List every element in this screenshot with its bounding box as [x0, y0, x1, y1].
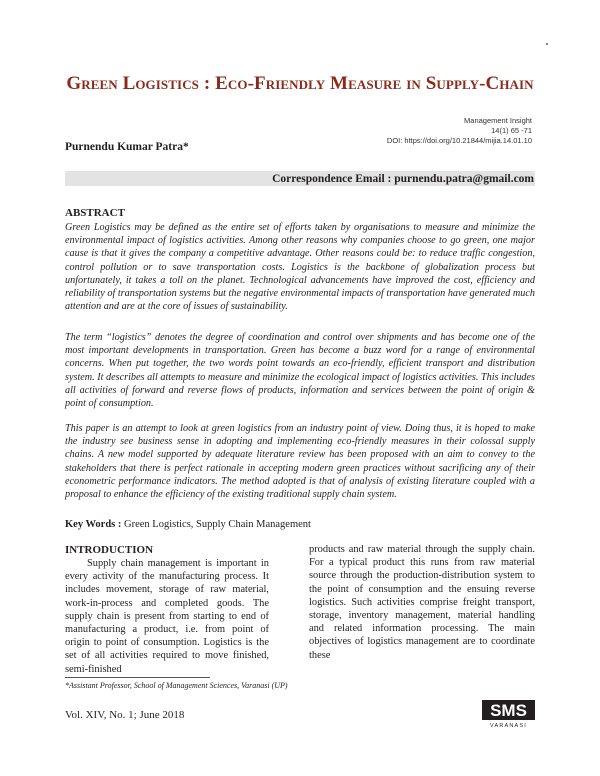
abstract-paragraph-3: This paper is an attempt to look at green logistics from an industry point of view. Doing thus, it is hoped to make the industry see business sense in adopting and implementing eco-friendly measures in their colossal supply chains. A new model supported by adequate literature review has been proposed with an aim to convey to the stakeholders that there is perfect rationale in accepting modern green practices without sacrificing any of their econometric performance indicators. The method adopted is that of analysis of existing literature coupled with a proposal to enhance the efficiency of the existing traditional supply chain system.: [65, 423, 535, 501]
footnote-divider: [65, 677, 210, 678]
journal-name: Management Insight: [464, 116, 532, 125]
author-name: Purnendu Kumar Patra*: [65, 141, 189, 153]
abstract-heading: ABSTRACT: [65, 207, 125, 219]
keywords-text: Green Logistics, Supply Chain Management: [124, 519, 311, 530]
introduction-column-2: products and raw material through the supply chain. For a typical product this runs from raw material source through the production-distribution system to the point of consumption and the ensuing reverse logistics. Such activities comprise freight transport, storage, inventory management, material handling and related information processing. The main objectives of logistics management are to coordinate these: [309, 544, 535, 661]
footnote: *Assistant Professor, School of Management Sciences, Varanasi (UP): [65, 681, 288, 690]
paper-title: Green Logistics : Eco-Friendly Measure in Supply-Chain: [66, 73, 534, 94]
issue-footer: Vol. XIV, No. 1; June 2018: [65, 709, 185, 721]
volume-pages: 14(1) 65 -71: [491, 126, 532, 135]
keywords-label: Key Words :: [65, 519, 122, 530]
introduction-column-1: Supply chain management is important in every activity of the manufacturing process. It includes movement, storage of raw material, work-in-process and completed goods. The supply chain is present from starting to end of manufacturing a product, i.e. from point of origin to point of consumption. Logistics is the set of all activities required to move finished, semi-finished: [65, 558, 269, 675]
abstract-paragraph-2: The term “logistics” denotes the degree of coordination and control over shipments and has become one of the most important developments in transportation. Green has become a buzz word for a range of environmental concerns. When put together, the two words point towards an eco-friendly, efficient transport and distribution system. It describes all attempts to measure and minimize the ecological impact of logistics activities. This includes all activities of forward and reverse flows of products, information and services between the point of origin & point of consumption.: [65, 332, 535, 410]
journal-meta: [387, 116, 532, 146]
logo-subtext: VARANASI: [489, 723, 528, 728]
abstract-paragraph-1: Green Logistics may be defined as the entire set of efforts taken by organisations to measure and minimize the environmental impact of logistics activities. Among other reasons why companies choose to go green, one major cause is that it gives the company a competitive advantage. Other reasons could be: to reduce traffic congestion, control pollution or to save transportation costs. Logistics is the backbone of globalization process but unfortunately, it takes a toll on the planet. Technological advancements have improved the cost, efficiency and reliability of transportation systems but the negative environmental impacts of transportation have generated much attention and are at the core of issues of sustainability.: [65, 222, 535, 313]
correspondence-email[interactable]: Correspondence Email : purnendu.patra@gmail.com: [272, 173, 534, 185]
logo-text: SMS: [490, 701, 527, 720]
sms-logo: [482, 700, 535, 728]
keywords: [65, 519, 311, 530]
introduction-heading: INTRODUCTION: [65, 544, 154, 556]
doi-link[interactable]: DOI: https://doi.org/10.21844/mijia.14.01.10: [386, 136, 532, 145]
decorative-dot: [546, 43, 548, 45]
